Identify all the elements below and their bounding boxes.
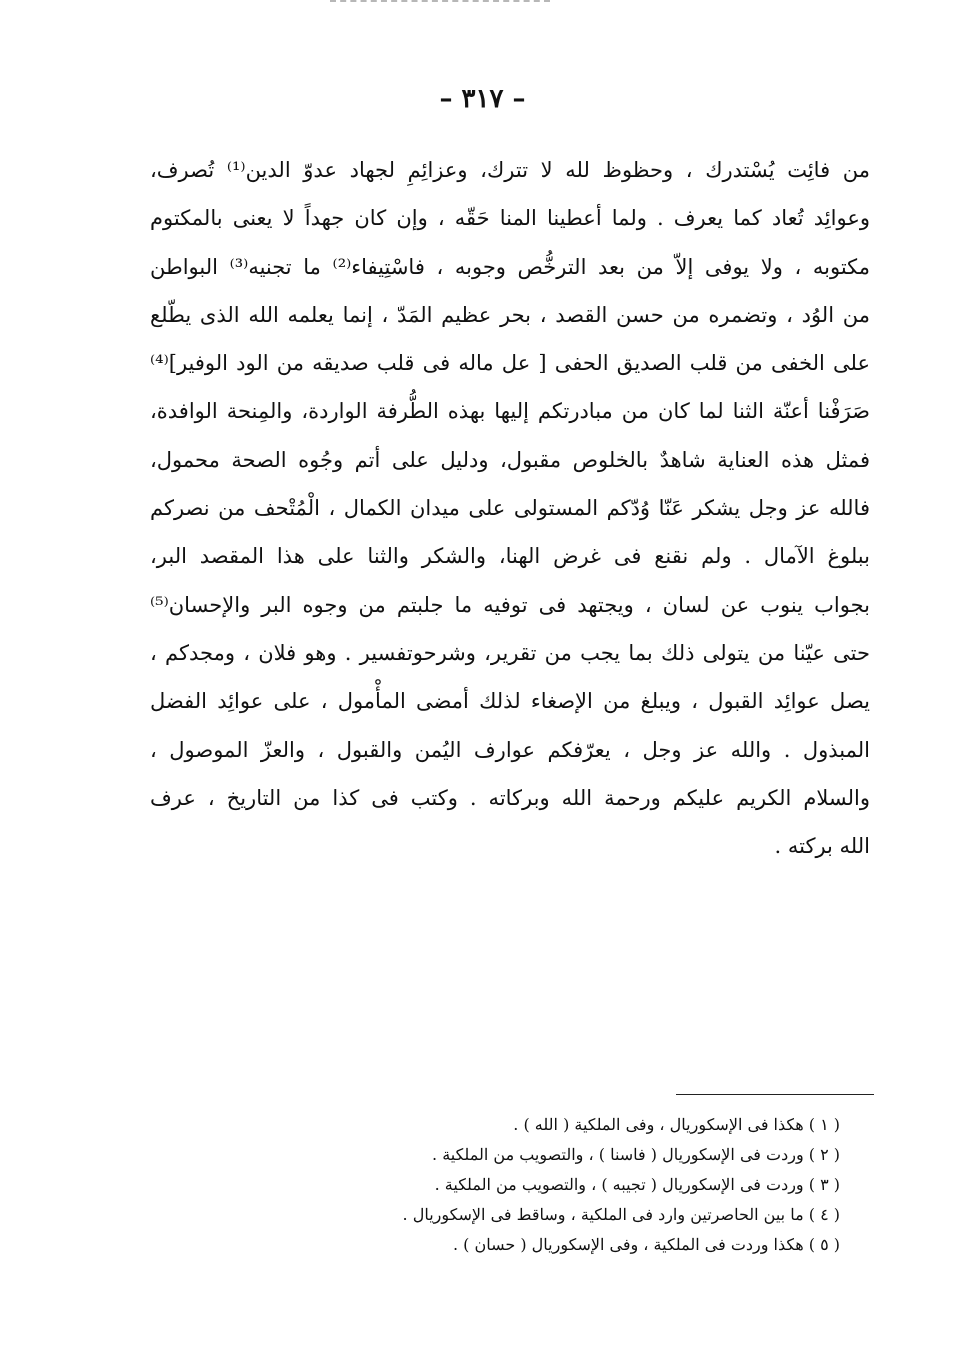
text-line-14: والسلام الكريم عليكم ورحمة الله وبركاته . وكتب فى كذا من التاريخ ، عرف xyxy=(150,785,870,810)
text-line-15: الله بركته . xyxy=(774,834,870,859)
text-line-4: من الوُد ، وتضمره من حسن القصد ، بحر عظيم المَدّ ، إنما يعلمه الله الذى يطّلع xyxy=(150,302,870,327)
text-line-13: المبذول . والله عز وجل ، يعرّفكم عوارف اليُمن والقبول ، والعزّ الموصول ، xyxy=(150,737,870,762)
top-edge-marks xyxy=(330,0,550,10)
text-line-12: يصل عوائِد القبول ، ويبلغ من الإصغاء لذلك أمضى المأْمول ، على عوائِد الفضل xyxy=(150,689,870,714)
text-line-5: على الخفى من قلب الصديق الحفى [ عل ماله فى قلب صديقه من الود الوفير]⁽⁴⁾ xyxy=(150,351,870,376)
text-line-3: مكتوبه ، ولا يوفى إلاّ من بعد الترخُّص وجوبه ، فاسْتِيفاء⁽²⁾ ما تجنيه⁽³⁾ البواطن xyxy=(150,254,870,279)
text-line-2: وعوائِد تُعاد كما يعرف . ولما أعطينا المنا حَقّه ، وإن كان جهداً لا يعنى بالمكتوم xyxy=(150,206,870,231)
footnote-4: ( ٤ ) ما بين الحاصرتين وارد فى الملكية ، وساقط فى الإسكوريال . xyxy=(402,1205,840,1224)
text-line-1: من فائِت يُسْتدرك ، وحظوظ لله لا تترك، وعزائِمِ لجهاد عدوّ الدين⁽¹⁾ تُصرف، xyxy=(150,158,870,182)
footnote-3: ( ٣ ) وردت فى الإسكوريال ( تجيبه ) ، والتصويب من الملكية . xyxy=(434,1175,840,1194)
text-line-8: فالله عز وجل يشكر عَنّا وُدّكم المستولى على ميدان الكمال ، الْمُتْحف من نصركم xyxy=(150,496,870,521)
footnote-1: ( ١ ) هكذا فى الإسكوريال ، وفى الملكية ( الله ) . xyxy=(513,1115,840,1134)
text-line-7: فمثل هذه العناية شاهدٌ بالخلوص مقبول، ودليل على أتم وجُوه الصحة محمول، xyxy=(150,447,870,472)
footnotes xyxy=(300,1110,840,1260)
footnote-divider xyxy=(676,1094,874,1095)
footnote-2: ( ٢ ) وردت فى الإسكوريال ( فاسنا ) ، والتصويب من الملكية . xyxy=(432,1145,840,1164)
body-text xyxy=(150,146,870,870)
text-line-6: صَرَفْنا أعنّة الثنا لما كان من مبادرتكم إليها بهذه الطُّرفة الواردة، والمِنحة الوافدة، xyxy=(150,399,870,424)
text-line-9: ببلوغ الآمال . ولم نقنع فى غرض الهنا، والشكر والثنا على هذا المقصد البر، xyxy=(150,544,870,569)
text-line-11: حتى عيّنا من يتولى ذلك بما يجب من تقرير، وشرحوتفسير . وهو فلان ، ومجدكم ، xyxy=(150,640,870,665)
footnote-5: ( ٥ ) هكذا وردت فى الملكية ، وفى الإسكوريال ( حسان ) . xyxy=(452,1235,840,1254)
page-number: – ٣١٧ – xyxy=(439,84,526,114)
text-line-10: بجواب ينوب عن لسان ، ويجتهد فى توفيه ما جلبتم من وجوه البر والإحسان⁽⁵⁾ xyxy=(150,592,870,617)
